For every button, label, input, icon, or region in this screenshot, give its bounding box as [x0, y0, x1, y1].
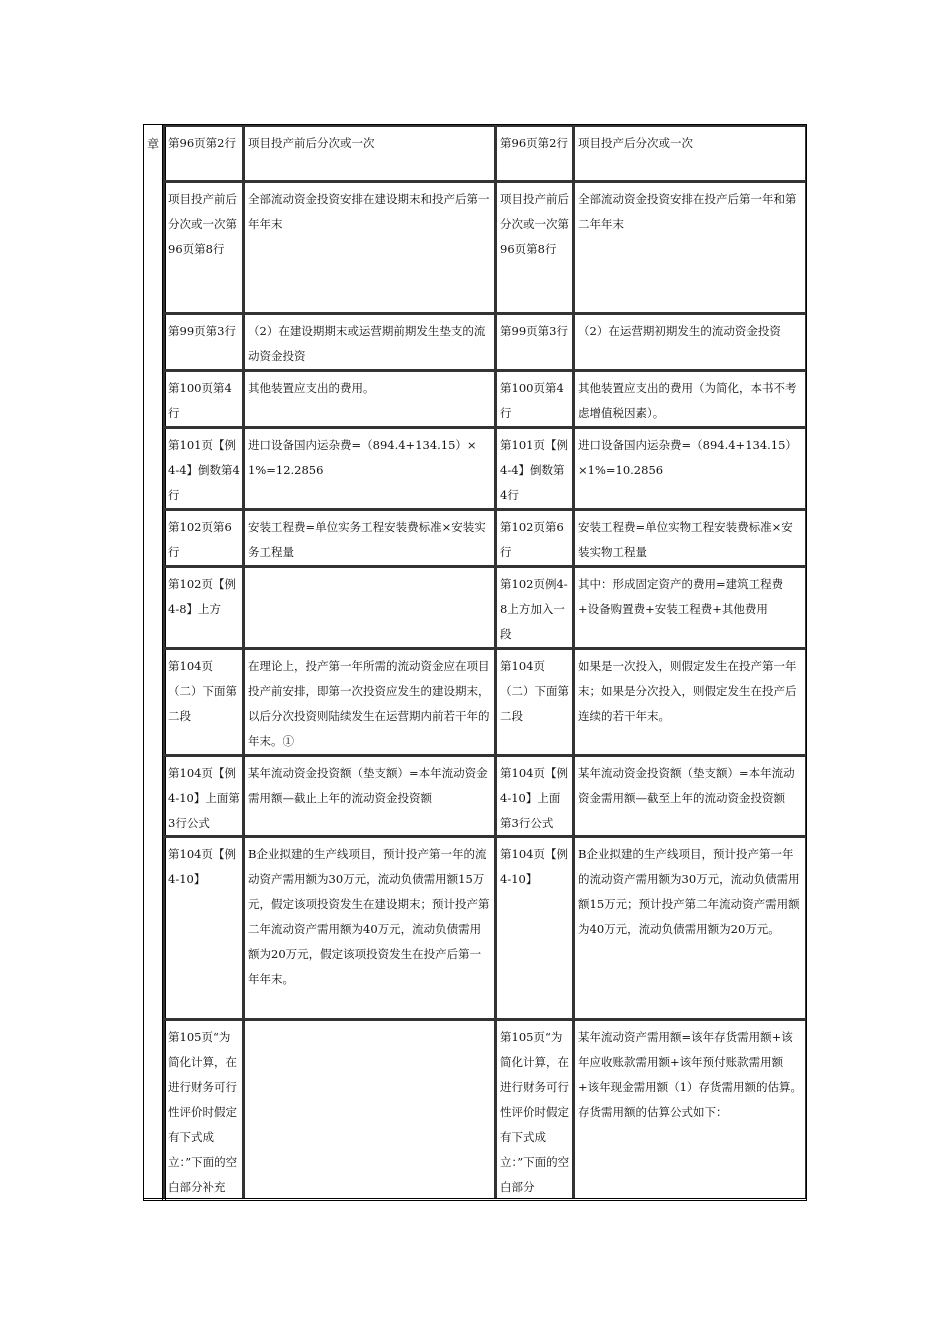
original-location-cell: 第101页【例4-4】倒数第4行 — [163, 427, 243, 509]
original-location-cell: 第104页【例4-10】上面第3行公式 — [163, 755, 243, 836]
table-row — [163, 648, 806, 755]
corrected-text-cell: 其他装置应支出的费用（为简化，本书不考虑增值税因素）。 — [573, 370, 806, 427]
corrected-text-cell: 某年流动资产需用额=该年存货需用额+该年应收账款需用额+该年预付账款需用额+该年现金需用额（1）存货需用额的估算。存货需用额的估算公式如下： — [573, 1019, 806, 1199]
corrected-location-cell: 第105页“为简化计算，在进行财务可行性评价时假定有下式成立：”下面的空白部分 — [495, 1019, 573, 1199]
corrected-text-cell: 其中：形成固定资产的费用=建筑工程费+设备购置费+安装工程费+其他费用 — [573, 566, 806, 648]
corrected-location-cell: 第104页【例4-10】上面第3行公式 — [495, 755, 573, 836]
original-location-cell: 第100页第4行 — [163, 370, 243, 427]
corrected-location-cell: 第102页第6行 — [495, 509, 573, 566]
corrected-text-cell: 安装工程费=单位实物工程安装费标准×安装实物工程量 — [573, 509, 806, 566]
table-row — [163, 427, 806, 509]
table-row — [163, 125, 806, 181]
original-location-cell: 第104页（二）下面第二段 — [163, 648, 243, 755]
table-row — [163, 509, 806, 566]
original-text-cell: 全部流动资金投资安排在建设期末和投产后第一年年末 — [243, 181, 495, 313]
table-row — [163, 313, 806, 370]
corrected-location-cell: 第99页第3行 — [495, 313, 573, 370]
original-text-cell: 项目投产前后分次或一次 — [243, 125, 495, 181]
original-location-cell: 第104页【例4-10】 — [163, 836, 243, 1019]
original-location-cell: 第105页“为简化计算，在进行财务可行性评价时假定有下式成立：”下面的空白部分补充 — [163, 1019, 243, 1199]
original-text-cell — [243, 1019, 495, 1199]
corrected-location-cell: 第96页第2行 — [495, 125, 573, 181]
original-text-cell: 其他装置应支出的费用。 — [243, 370, 495, 427]
corrected-location-cell: 第101页【例4-4】倒数第4行 — [495, 427, 573, 509]
original-text-cell: 进口设备国内运杂费=（894.4+134.15）×1%=12.2856 — [243, 427, 495, 509]
corrected-text-cell: 全部流动资金投资安排在投产后第一年和第二年年末 — [573, 181, 806, 313]
original-location-cell: 项目投产前后分次或一次第96页第8行 — [163, 181, 243, 313]
table-row — [163, 755, 806, 836]
original-text-cell — [243, 566, 495, 648]
corrected-location-cell: 项目投产前后分次或一次第96页第8行 — [495, 181, 573, 313]
corrected-text-cell: 某年流动资金投资额（垫支额）=本年流动资金需用额—截至上年的流动资金投资额 — [573, 755, 806, 836]
corrected-text-cell: （2）在运营期初期发生的流动资金投资 — [573, 313, 806, 370]
original-text-cell: 安装工程费=单位实务工程安装费标准×安装实务工程量 — [243, 509, 495, 566]
original-text-cell: 某年流动资金投资额（垫支额）=本年流动资金需用额—截止上年的流动资金投资额 — [243, 755, 495, 836]
original-text-cell: 在理论上，投产第一年所需的流动资金应在项目投产前安排，即第一次投资应发生的建设期末，以后分次投资则陆续发生在运营期内前若干年的年末。① — [243, 648, 495, 755]
corrected-text-cell: B企业拟建的生产线项目，预计投产第一年的流动资产需用额为30万元，流动负债需用额15万元；预计投产第二年流动资产需用额为40万元，流动负债需用额为20万元。 — [573, 836, 806, 1019]
table-row — [163, 836, 806, 1019]
table-row — [163, 181, 806, 313]
corrected-location-cell: 第104页【例4-10】 — [495, 836, 573, 1019]
original-location-cell: 第102页第6行 — [163, 509, 243, 566]
corrected-text-cell: 项目投产后分次或一次 — [573, 125, 806, 181]
table-row — [163, 1019, 806, 1199]
original-location-cell: 第99页第3行 — [163, 313, 243, 370]
original-text-cell: B企业拟建的生产线项目，预计投产第一年的流动资产需用额为30万元，流动负债需用额15万元，假定该项投资发生在建设期末；预计投产第二年流动资产需用额为40万元，流动负债需用额为20万元，假定该项投资发生在投产后第一年年末。 — [243, 836, 495, 1019]
original-location-cell: 第96页第2行 — [163, 125, 243, 181]
table-row — [163, 370, 806, 427]
corrected-location-cell: 第102页例4-8上方加入一段 — [495, 566, 573, 648]
chapter-label: 章 — [144, 125, 163, 1200]
corrected-location-cell: 第100页第4行 — [495, 370, 573, 427]
corrected-text-cell: 如果是一次投入，则假定发生在投产第一年末；如果是分次投入，则假定发生在投产后连续的若干年末。 — [573, 648, 806, 755]
corrected-location-cell: 第104页（二）下面第二段 — [495, 648, 573, 755]
original-location-cell: 第102页【例4-8】上方 — [163, 566, 243, 648]
corrected-text-cell: 进口设备国内运杂费=（894.4+134.15）×1%=10.2856 — [573, 427, 806, 509]
table-bottom-border — [143, 1198, 807, 1201]
table-row — [163, 566, 806, 648]
original-text-cell: （2）在建设期期末或运营期前期发生垫支的流动资金投资 — [243, 313, 495, 370]
